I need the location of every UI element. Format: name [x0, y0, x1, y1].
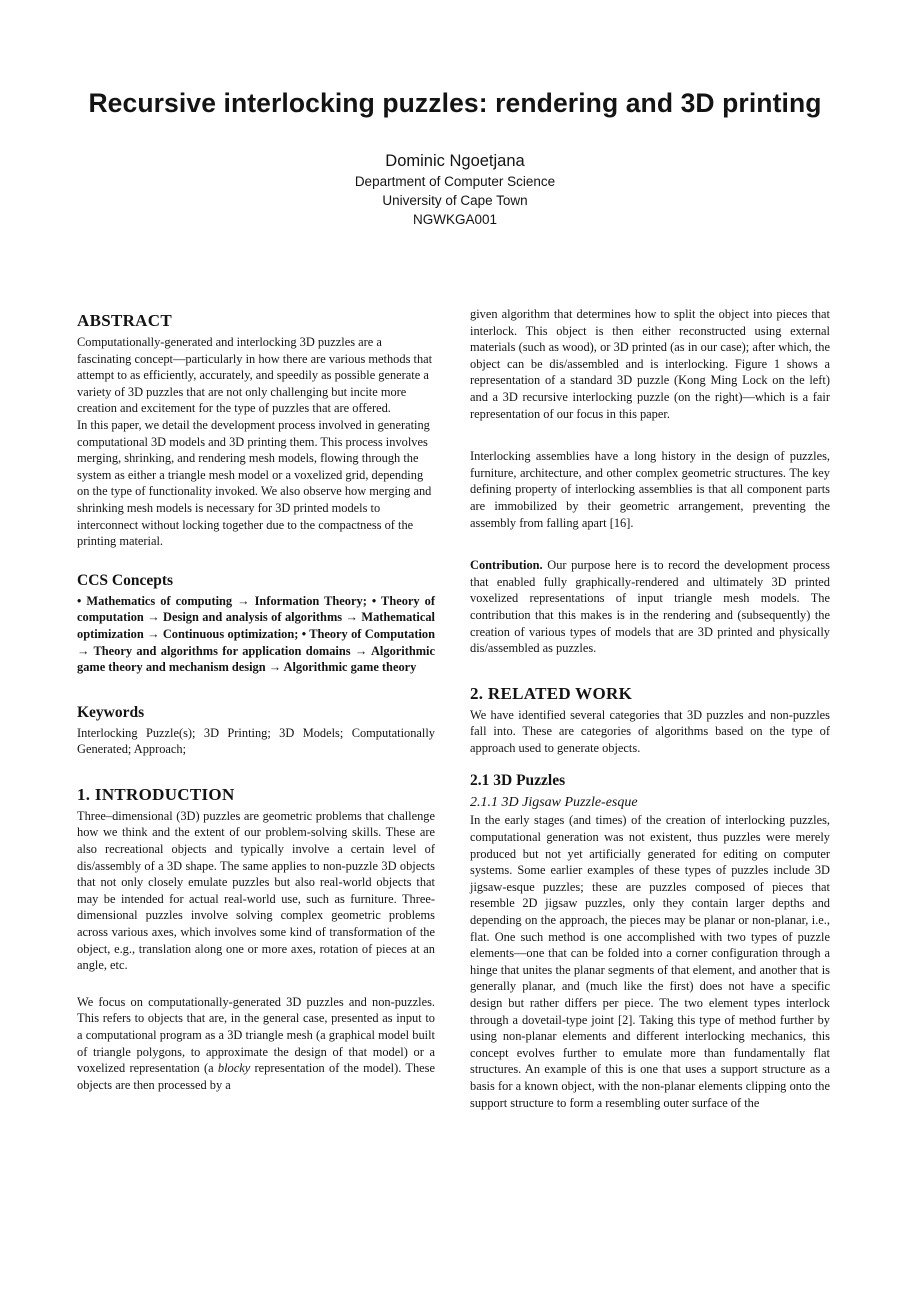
subsubsection-jigsaw: 2.1.1 3D Jigsaw Puzzle-esque [470, 795, 638, 811]
keywords-heading: Keywords [77, 703, 145, 721]
introduction-paragraph-2-continued: given algorithm that determines how to split the object into pieces that interlock. This object is then either reconstructed using external materials (such as wood), or 3D printed (as in our case); after which, the object can be dis/assembled and is interlocking. Figure 1 shows a representation of a standard 3D puzzle (Kong Ming Lock on the left) and a 3D recursive interlocking puzzle (on the right)—which is a fair representation of our focus in this paper. [470, 307, 830, 421]
intro-p2-text-b: representation of the model). These objects are then processed by a [77, 1061, 435, 1092]
abstract-heading: ABSTRACT [77, 311, 172, 330]
ccs-text: • Mathematics of computing → Information Theory; • Theory of computation → Design and analysis of algorithms → Mathematical optimization → Continuous optimization; • Theory of Computation → Theory and algorithms for application domains → Algorithmic game theory and mechanism design → Algorithmic game theory [77, 593, 435, 675]
related-work-paragraph-1: We have identified several categories that 3D puzzles and non-puzzles fall into. These are categories of algorithms based on the type of approach used to generate objects. [470, 707, 830, 755]
related-work-paragraph-2: In the early stages (and times) of the creation of interlocking puzzles, computational generation was not existent, thus puzzles were merely produced but not yet artificially generated for editing on computer systems. Some earlier examples of these types of puzzles include 3D jigsaw-esque puzzles; these are puzzles composed of pieces that resemble 2D jigsaw puzzles, only they contain larger depths and depending on the approach, the pieces may be planar or non-planar, i.e., flat. One such method is one accomplished with two types of puzzle elements—one that can be folded into a corner configuration through a hinge that unites the planar segments of that element, and another that is generally planar, and (much like the first) does not have a specific design but rather differs per piece. The two element types interlock through a dovetail-type joint [2]. Taking this type of method further by using non-planar elements and different interlocking mechanics, this concept evolves further to emulate more than fundamentally flat structures. An example of this is one that uses a support structure as a basis for a known object, with the non-planar elements clipping onto the support structure to form a resembling outer surface of the [470, 813, 830, 1110]
abstract-paragraph-1: Computationally-generated and interlocking 3D puzzles are a fascinating concept—particularly in how there are various methods that attempt to as efficiently, accurately, and speedily as possible generate a variety of 3D puzzles that are not only challenging but incite more creation and excitement for the type of puzzles that are offered. [77, 335, 433, 416]
abstract-paragraph-2: In this paper, we detail the development process involved in generating computational 3D models and 3D printing them. This process involves merging, shrinking, and rendering mesh models, flowing through the system as either a triangle mesh model or a voxelized grid, depending on the type of functionality invoked. We also observe how merging and shrinking mesh models is necessary for 3D printed models to interconnect without locking together due to the compactness of the printing material. [77, 417, 432, 549]
author-name: Dominic Ngoetjana [385, 152, 525, 170]
introduction-paragraph-1: Three–dimensional (3D) puzzles are geometric problems that challenge how we think and the extent of our problem-solving skills. These are also recreational objects and typically involve a certain level of dis/assembly of a 3D shape. The same applies to non-puzzle 3D objects that not only closely emulate puzzles but also real-world objects that may be intended for actual real-world use, such as furniture. Three-dimensional puzzles involve solving complex geometric problems across various axes, which involves some kind of transformation of the object, e.g., translation along one or more axes, rotation of pieces at an angle, etc. [77, 808, 435, 973]
ccs-heading: CCS Concepts [77, 571, 174, 589]
paper-title: Recursive interlocking puzzles: rendering and 3D printing [88, 88, 822, 118]
subsection-3d-puzzles: 2.1 3D Puzzles [470, 772, 566, 790]
introduction-paragraph-3: Interlocking assemblies have a long history in the design of puzzles, furniture, architecture, and other complex geometric structures. The key defining property of interlocking assemblies is that all component parts are immobilized by their geometric arrangement, preventing the assembly from falling apart [16]. [470, 449, 830, 530]
introduction-paragraph-2 [77, 994, 435, 1094]
right-column [470, 306, 830, 1111]
author-department: Department of Computer Science [354, 174, 556, 189]
introduction-heading: 1. INTRODUCTION [77, 784, 235, 804]
author-id: NGWKGA001 [412, 212, 498, 227]
intro-p2-text-a: We focus on computationally-generated 3D puzzles and non-puzzles. This refers to objects that are, in the general case, presented as input to a computational program as a 3D triangle mesh (a graphical model built of triangle polygons, to approximate the design of that model) or a voxelized representation (a [77, 994, 435, 1076]
left-column [77, 310, 435, 1093]
contribution-text: Our purpose here is to record the development process that enabled fully graphically-rendered and ultimately 3D printed voxelized representations of input triangle mesh models. The contribution that this makes is in the rendering and (subsequently) the creation of various types of models that are 3D printed and physically dis/assembled as puzzles. [470, 558, 830, 656]
author-block [0, 150, 910, 229]
intro-p2-emphasis: blocky [217, 1061, 251, 1076]
keywords-text: Interlocking Puzzle(s); 3D Printing; 3D Models; Computationally Generated; Approach; [77, 725, 435, 757]
contribution-run-in: Contribution. [470, 558, 543, 573]
related-work-heading: 2. RELATED WORK [470, 683, 633, 703]
author-university: University of Cape Town [382, 193, 528, 208]
introduction-paragraph-4 [470, 557, 830, 657]
